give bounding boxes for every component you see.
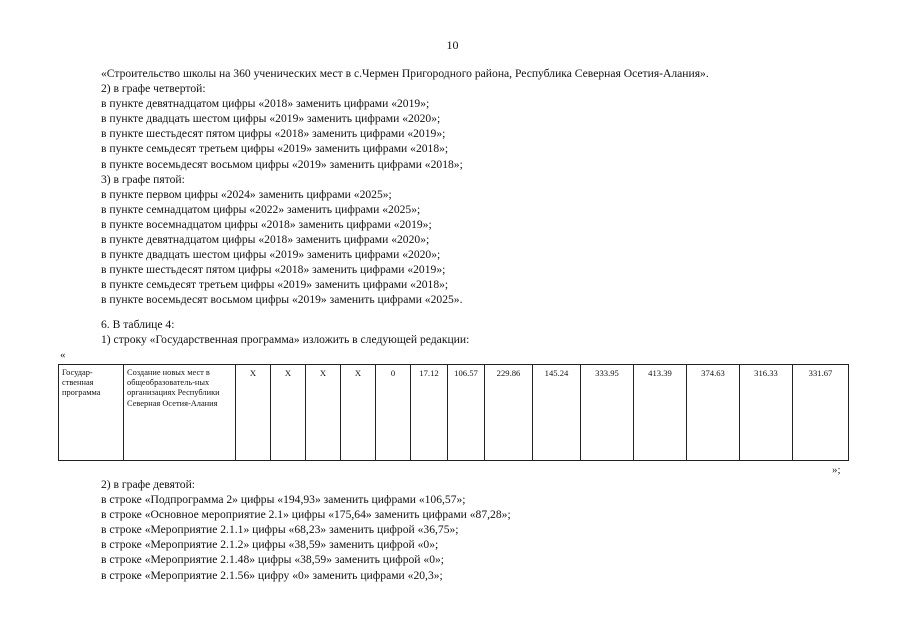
- program-table: [58, 364, 849, 461]
- text-line: в пункте семьдесят третьем цифры «2019» заменить цифрами «2018»;: [101, 278, 449, 292]
- amendment-text-block: [101, 66, 861, 308]
- text-line: «Строительство школы на 360 ученических мест в с.Чермен Пригородного района, Республика Северная Осетия-Алания».: [101, 67, 709, 80]
- text-line: в строке «Основное мероприятие 2.1» цифры «175,64» заменить цифрами «87,28»;: [101, 508, 511, 522]
- page-number: 10: [446, 38, 459, 52]
- text-line: 3) в графе пятой:: [101, 172, 185, 186]
- text-line: в пункте девятнадцатом цифры «2018» заменить цифрами «2019»;: [101, 97, 430, 111]
- text-line: в строке «Мероприятие 2.1.56» цифру «0» заменить цифрами «20,3»;: [101, 568, 443, 582]
- text-line: 6. В таблице 4:: [101, 318, 175, 331]
- value-cell: 229.86: [485, 365, 533, 461]
- value-cell: 17.12: [411, 365, 448, 461]
- text-line: в пункте семьдесят третьем цифры «2019» заменить цифрами «2018»;: [101, 142, 449, 156]
- text-line: 2) в графе девятой:: [101, 478, 196, 491]
- value-cell: Х: [271, 365, 306, 461]
- value-cell: 374.63: [687, 365, 740, 461]
- text-line: 1) строку «Государственная программа» изложить в следующей редакции:: [101, 333, 470, 347]
- text-line: в пункте восемнадцатом цифры «2018» заменить цифрами «2019»;: [101, 217, 432, 231]
- value-cell: 331.67: [793, 365, 849, 461]
- close-quote: »;: [832, 464, 841, 476]
- value-cell: 333.95: [581, 365, 634, 461]
- open-quote: «: [60, 349, 66, 361]
- value-cell: Х: [236, 365, 271, 461]
- value-cell: 0: [376, 365, 411, 461]
- text-line: в пункте первом цифры «2024» заменить цифрами «2025»;: [101, 187, 392, 201]
- text-line: в пункте семнадцатом цифры «2022» заменить цифрами «2025»;: [101, 202, 421, 216]
- value-cell: 413.39: [634, 365, 687, 461]
- value-cell: 316.33: [740, 365, 793, 461]
- value-cell: Х: [306, 365, 341, 461]
- text-line: в строке «Мероприятие 2.1.48» цифры «38,59» заменить цифрой «0»;: [101, 553, 445, 567]
- text-line: в пункте шестьдесят пятом цифры «2018» заменить цифрами «2019»;: [101, 263, 446, 277]
- text-line: в пункте девятнадцатом цифры «2018» заменить цифрами «2020»;: [101, 233, 430, 247]
- text-line: в пункте шестьдесят пятом цифры «2018» заменить цифрами «2019»;: [101, 127, 446, 141]
- text-line: в строке «Мероприятие 2.1.1» цифры «68,23» заменить цифрой «36,75»;: [101, 523, 459, 537]
- text-line: 2) в графе четвертой:: [101, 82, 206, 96]
- text-line: в пункте двадцать шестом цифры «2019» заменить цифрами «2020»;: [101, 248, 441, 262]
- column-nine-amendments: [101, 477, 861, 583]
- table-row: [59, 365, 849, 461]
- text-line: в пункте восемьдесят восьмом цифры «2019» заменить цифрами «2025».: [101, 293, 463, 307]
- text-line: в строке «Подпрограмма 2» цифры «194,93» заменить цифрами «106,57»;: [101, 493, 466, 507]
- value-cell: 106.57: [448, 365, 485, 461]
- text-line: в пункте двадцать шестом цифры «2019» заменить цифрами «2020»;: [101, 112, 441, 126]
- value-cell: 145.24: [533, 365, 581, 461]
- program-label-cell: Государ-ственная программа: [59, 365, 124, 461]
- program-description-cell: Создание новых мест в общеобразователь-ных организациях Республики Северная Осетия-Алания: [124, 365, 236, 461]
- table-section-heading: [101, 317, 861, 347]
- text-line: в строке «Мероприятие 2.1.2» цифры «38,59» заменить цифрой «0»;: [101, 538, 439, 552]
- text-line: в пункте восемьдесят восьмом цифры «2019» заменить цифрами «2018»;: [101, 157, 463, 171]
- value-cell: Х: [341, 365, 376, 461]
